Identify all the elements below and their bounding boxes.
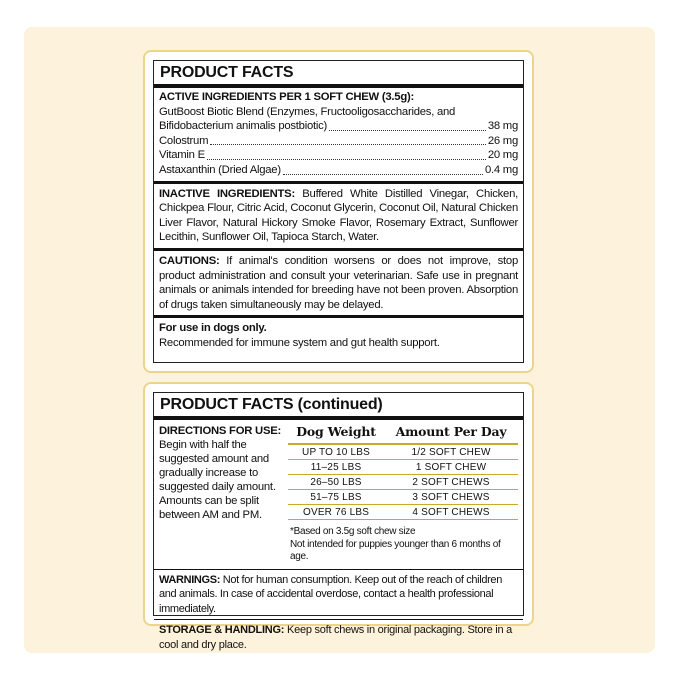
ingredient-row — [159, 119, 518, 134]
table-row — [288, 505, 518, 520]
warnings-label: WARNINGS: — [159, 573, 221, 586]
dosage-notes — [288, 526, 518, 564]
ingredient-value: 38 mg — [487, 120, 518, 133]
amount-cell: 1 SOFT CHEW — [384, 460, 518, 475]
leader-dots — [210, 144, 486, 145]
blend-line: GutBoost Biotic Blend (Enzymes, Fructooligosaccharides, and — [159, 105, 456, 118]
product-facts-continued-card — [143, 382, 534, 651]
storage-section — [154, 619, 523, 655]
cautions-label: CAUTIONS: — [159, 254, 220, 267]
ingredient-name: Bifidobacterium animalis postbiotic) — [159, 120, 328, 133]
weight-cell: UP TO 10 LBS — [288, 444, 384, 460]
dosage-block — [284, 424, 518, 564]
table-row — [288, 444, 518, 460]
ingredient-name: Astaxanthin (Dried Algae) — [159, 163, 281, 176]
amount-per-day-header: Amount Per Day — [384, 424, 518, 444]
directions-text-block — [159, 424, 284, 564]
ingredient-value: 20 mg — [487, 149, 518, 162]
inactive-ingredients-label: INACTIVE INGREDIENTS: — [159, 187, 295, 200]
amount-cell: 3 SOFT CHEWS — [384, 490, 518, 505]
ingredient-name: Colostrum — [159, 134, 209, 147]
weight-cell: 26–50 LBS — [288, 475, 384, 490]
use-bold: For use in dogs only. — [159, 322, 267, 335]
panel-title: PRODUCT FACTS (continued) — [154, 393, 523, 420]
ingredient-name: Vitamin E — [159, 149, 205, 162]
ingredient-row — [159, 163, 518, 178]
storage-text: Keep soft chews in original packaging. Store in a cool and dry place. — [159, 624, 513, 651]
active-ingredients-section — [154, 88, 523, 181]
product-facts-panel — [153, 60, 524, 363]
use-text: Recommended for immune system and gut health support. — [159, 336, 440, 349]
weight-cell: 51–75 LBS — [288, 490, 384, 505]
amount-cell: 4 SOFT CHEWS — [384, 505, 518, 520]
product-facts-card — [143, 50, 534, 373]
puppy-age-note: Not intended for puppies younger than 6 months of age. — [290, 538, 501, 562]
directions-section — [154, 420, 523, 569]
ingredient-row — [159, 148, 518, 163]
table-row — [288, 475, 518, 490]
ingredient-value: 0.4 mg — [484, 163, 518, 176]
leader-dots — [207, 159, 486, 160]
table-row — [288, 490, 518, 505]
dog-weight-header: Dog Weight — [288, 424, 384, 444]
leader-dots — [329, 130, 486, 131]
directions-text: Begin with half the suggested amount and gradually increase to suggested daily amount. Amounts can be split between AM and PM. — [159, 439, 276, 521]
storage-label: STORAGE & HANDLING: — [159, 624, 285, 637]
amount-cell: 2 SOFT CHEWS — [384, 475, 518, 490]
cautions-text: If animal's condition worsens or does not improve, stop product administration and consult your veterinarian. Safe use in pregnant animals or animals intended for breeding have not been proven. Absorption of drugs taken simultaneously may be delayed. — [159, 254, 518, 311]
use-section — [154, 315, 523, 353]
ingredient-value: 26 mg — [487, 134, 518, 147]
inactive-ingredients-text: Buffered White Distilled Vinegar, Chicken, Chickpea Flour, Citric Acid, Coconut Glycerin, Coconut Oil, Natural Chicken Liver Flavor, Natural Hickory Smoke Flavor, Rosemary Extract, Sunflower Lecithin, Sunflower Oil, Tapioca Starch, Water. — [159, 187, 518, 244]
leader-dots — [283, 174, 483, 175]
dosage-table — [288, 424, 518, 520]
panel-title: PRODUCT FACTS — [154, 61, 523, 88]
ingredient-row — [159, 134, 518, 149]
directions-label: DIRECTIONS FOR USE: — [159, 425, 282, 437]
warnings-text: Not for human consumption. Keep out of the reach of children and animals. In case of accidental overdose, contact a health professional immediately. — [159, 573, 502, 615]
weight-cell: OVER 76 LBS — [288, 505, 384, 520]
weight-cell: 11–25 LBS — [288, 460, 384, 475]
warnings-section — [154, 569, 523, 620]
cautions-section — [154, 248, 523, 315]
table-row — [288, 460, 518, 475]
inactive-ingredients-section — [154, 181, 523, 248]
soft-chew-size-note: *Based on 3.5g soft chew size — [290, 526, 416, 537]
amount-cell: 1/2 SOFT CHEW — [384, 444, 518, 460]
active-ingredients-heading: ACTIVE INGREDIENTS PER 1 SOFT CHEW (3.5g): — [159, 91, 414, 103]
product-facts-continued-panel — [153, 392, 524, 651]
